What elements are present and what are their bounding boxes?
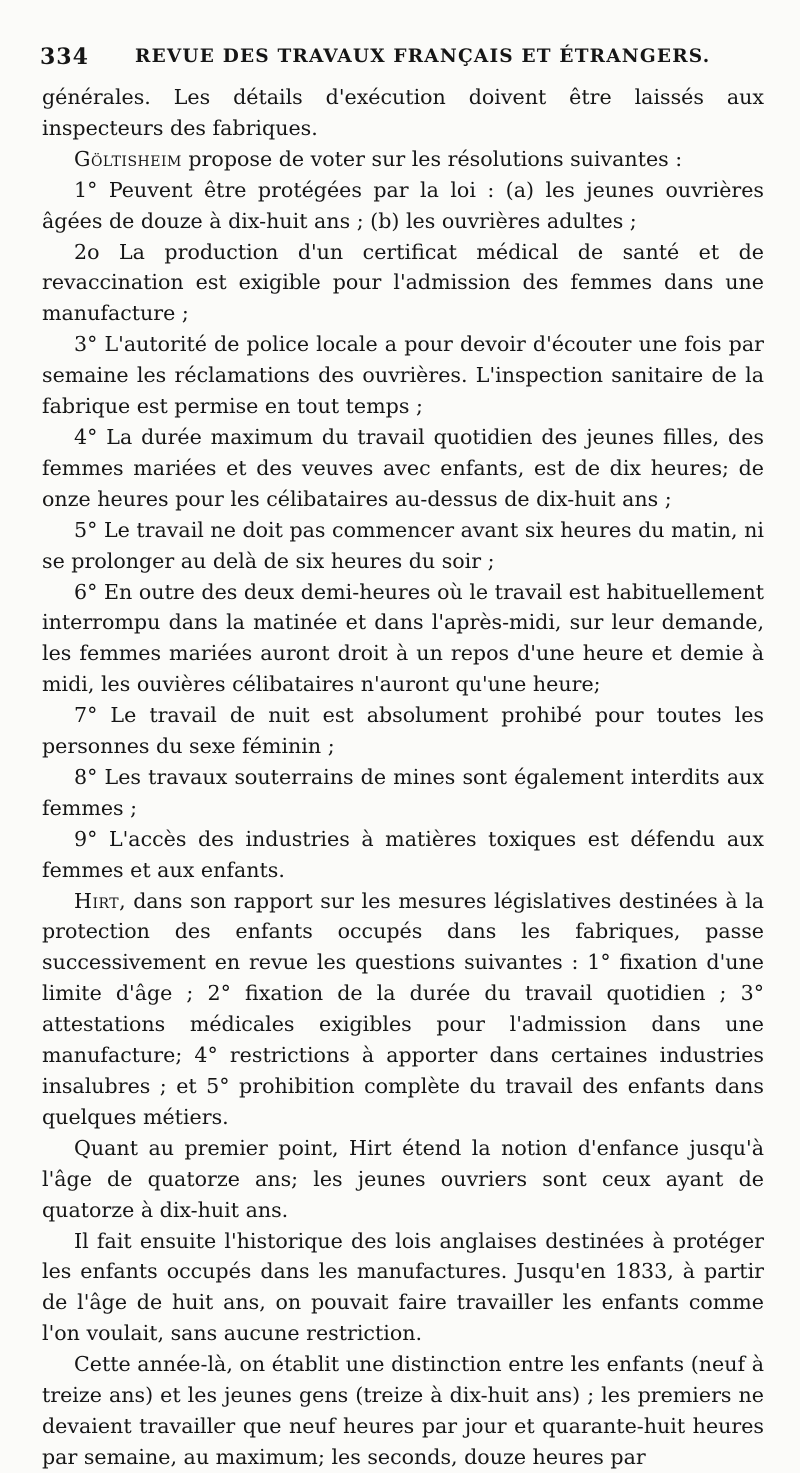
paragraph: générales. Les détails d'exécution doivent être laissés aux inspecteurs des fabriques.	[42, 85, 764, 140]
page-number: 334	[40, 44, 89, 70]
resolution-item: 4° La durée maximum du travail quotidien des jeunes filles, des femmes mariées et des veuves avec enfants, est de dix heures; de onze heures pour les célibataires au-dessus de dix-huit ans ;	[42, 424, 764, 511]
paragraph: Cette année-là, on établit une distinction entre les enfants (neuf à treize ans) et les jeunes gens (treize à dix-huit ans) ; les premiers ne devaient travailler que neuf heures par jour et quarante-huit heures par semaine, au maximum; les seconds, douze heures par	[42, 1352, 764, 1469]
resolution-item: 9° L'accès des industries à matières toxiques est défendu aux femmes et aux enfants.	[42, 826, 764, 882]
resolution-item: 2o La production d'un certificat médical de santé et de revaccination est exigible pour l'admission des femmes dans une manufacture ;	[42, 239, 764, 326]
paragraph: Il fait ensuite l'historique des lois anglaises destinées à protéger les enfants occupés dans les manufactures. Jusqu'en 1833, à partir de l'âge de huit ans, on pouvait faire travailler les enfants comme l'on voulait, sans aucune restriction.	[42, 1228, 764, 1346]
author-name: Göltisheim	[74, 146, 182, 171]
paragraph: Quant au premier point, Hirt étend la notion d'enfance jusqu'à l'âge de quatorze ans; les jeunes ouvriers sont ceux ayant de quatorze à dix-huit ans.	[42, 1135, 764, 1222]
author-name: Hirt	[74, 888, 120, 913]
resolution-item: 5° Le travail ne doit pas commencer avant six heures du matin, ni se prolonger au delà de six heures du soir ;	[42, 517, 764, 573]
resolution-item: 6° En outre des deux demi-heures où le travail est habituellement interrompu dans la matinée et dans l'après-midi, sur leur demande, les femmes mariées auront droit à un repos d'une heure et demie à midi, les ouvières célibataires n'auront qu'une heure;	[42, 579, 764, 697]
resolution-item: 1° Peuvent être protégées par la loi : (a) les jeunes ouvrières âgées de douze à dix-huit ans ; (b) les ouvrières adultes ;	[42, 177, 764, 233]
resolution-item: 7° Le travail de nuit est absolument prohibé pour toutes les personnes du sexe féminin ;	[42, 703, 764, 759]
page-header	[40, 44, 770, 74]
running-head: REVUE DES TRAVAUX FRANÇAIS ET ÉTRANGERS.	[135, 46, 711, 67]
paragraph: Göltisheim propose de voter sur les résolutions suivantes :	[74, 146, 683, 171]
resolution-item: 8° Les travaux souterrains de mines sont également interdits aux femmes ;	[42, 764, 764, 820]
resolution-item: 3° L'autorité de police locale a pour devoir d'écouter une fois par semaine les réclamations des ouvrières. L'inspection sanitaire de la fabrique est permise en tout temps ;	[42, 332, 764, 419]
paragraph: Hirt, dans son rapport sur les mesures législatives destinées à la protection des enfants occupés dans les fabriques, passe successivement en revue les questions suivantes : 1° fixation d'une limite d'âge ; 2° fixation de la durée du travail quotidien ; 3° attestations médicales exigibles pour l'admission dans une manufacture; 4° restrictions à apporter dans certaines industries insalubres ; et 5° prohibition complète du travail des enfants dans quelques métiers.	[42, 888, 764, 1129]
body-text	[42, 82, 764, 1473]
